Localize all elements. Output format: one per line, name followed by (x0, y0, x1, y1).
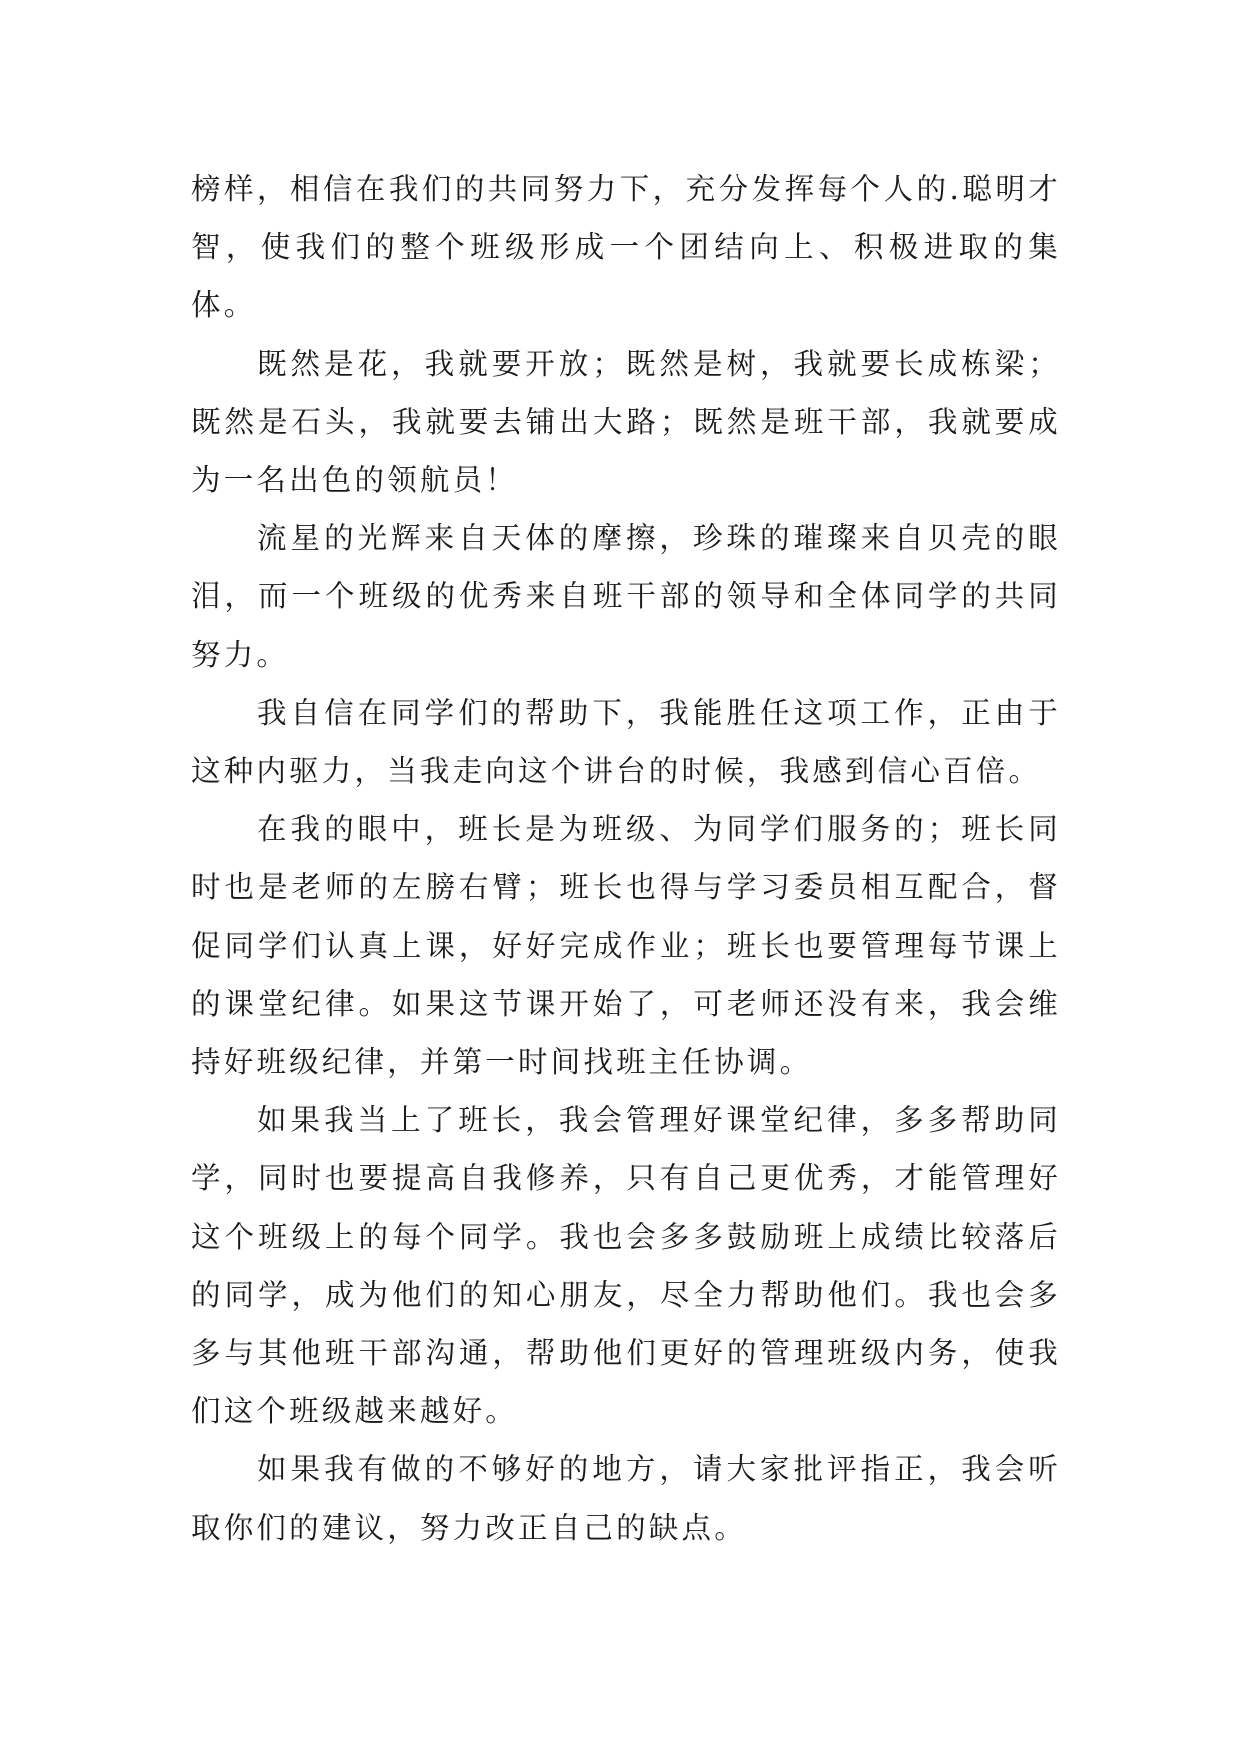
paragraph-4: 我自信在同学们的帮助下，我能胜任这项工作，正由于这种内驱力，当我走向这个讲台的时候，我感到信心百倍。 (191, 695, 1061, 789)
paragraph-2: 既然是花，我就要开放；既然是树，我就要长成栋梁；既然是石头，我就要去铺出大路；既然是班干部，我就要成为一名出色的领航员！ (191, 346, 1061, 498)
paragraph-7: 如果我有做的不够好的地方，请大家批评指正，我会听取你们的建议，努力改正自己的缺点。 (191, 1452, 1061, 1545)
paragraph-3: 流星的光辉来自天体的摩擦，珍珠的璀璨来自贝壳的眼泪，而一个班级的优秀来自班干部的领导和全体同学的共同努力。 (191, 521, 1061, 672)
paragraph-6: 如果我当上了班长，我会管理好课堂纪律，多多帮助同学，同时也要提高自我修养，只有自己更优秀，才能管理好这个班级上的每个同学。我也会多多鼓励班上成绩比较落后的同学，成为他们的知心朋友，尽全力帮助他们。我也会多多与其他班干部沟通，帮助他们更好的管理班级内务，使我们这个班级越来越好。 (191, 1103, 1061, 1429)
paragraph-1: 榜样，相信在我们的共同努力下，充分发挥每个人的.聪明才智，使我们的整个班级形成一个团结向上、积极进取的集体。 (191, 172, 1061, 323)
document-body (191, 160, 1061, 1557)
paragraph-5: 在我的眼中，班长是为班级、为同学们服务的；班长同时也是老师的左膀右臂；班长也得与学习委员相互配合，督促同学们认真上课，好好完成作业；班长也要管理每节课上的课堂纪律。如果这节课开始了，可老师还没有来，我会维持好班级纪律，并第一时间找班主任协调。 (191, 812, 1061, 1080)
